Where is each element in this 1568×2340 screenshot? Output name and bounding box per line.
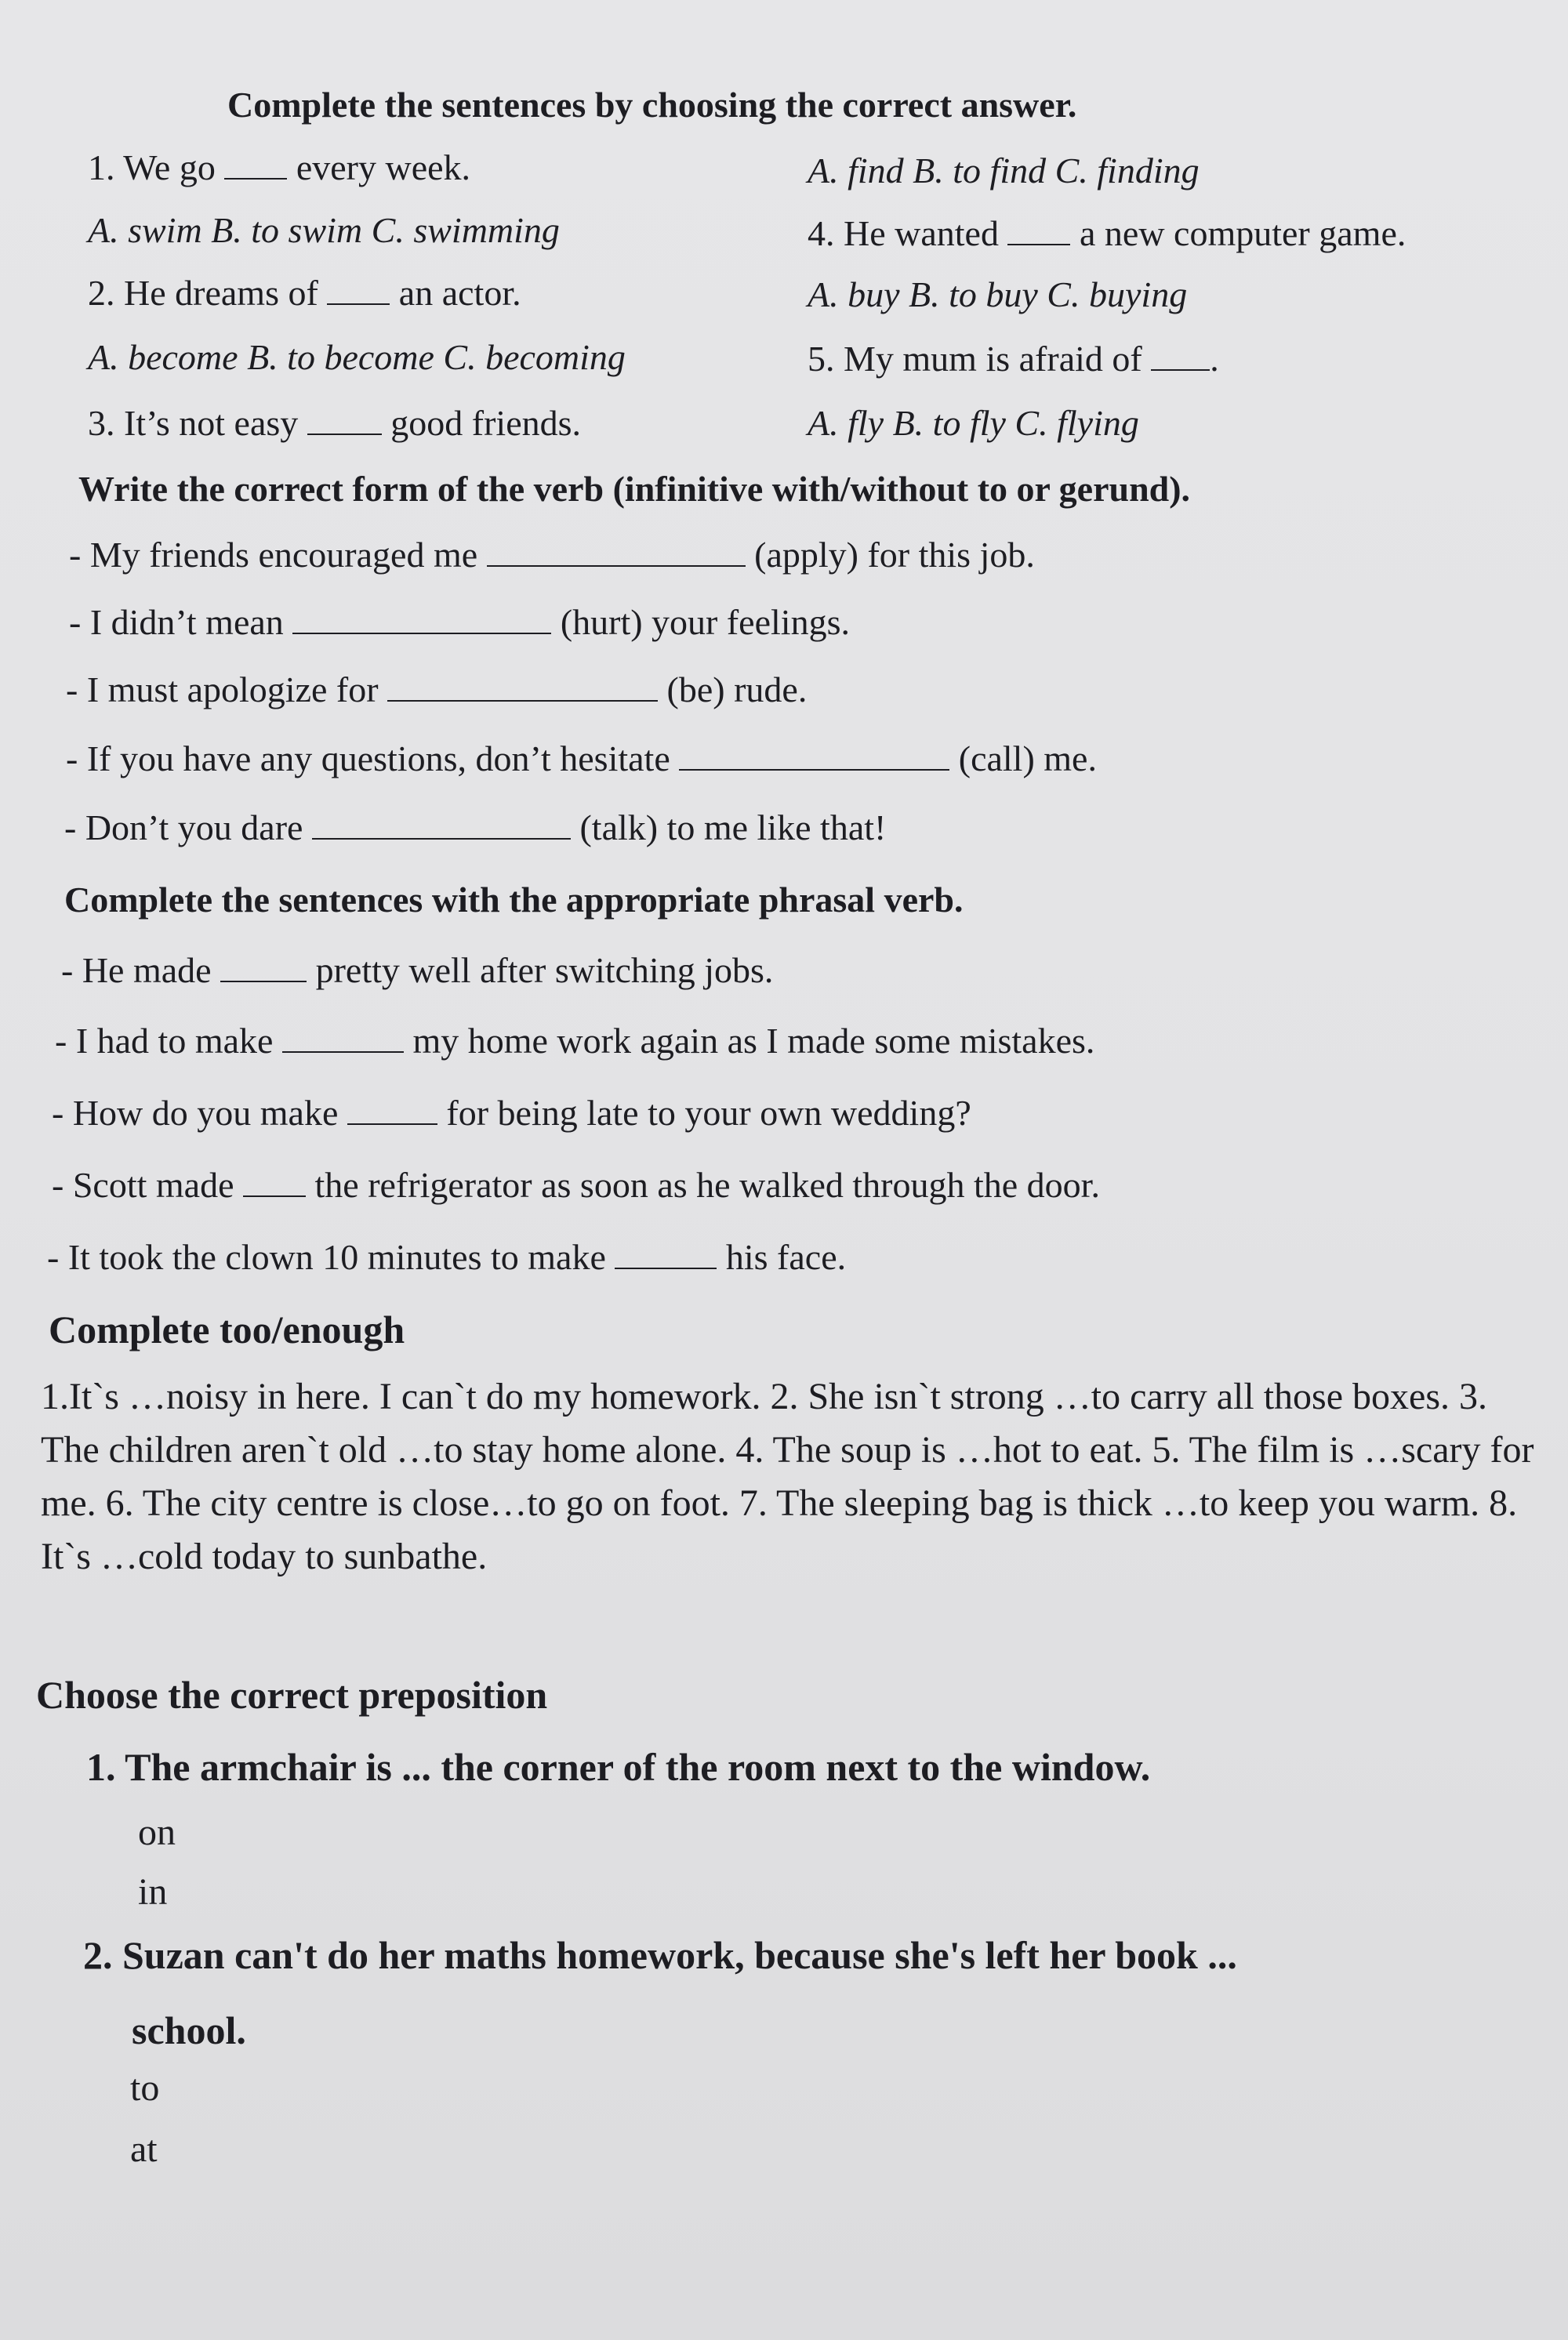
s2-blank-4[interactable] xyxy=(679,746,949,771)
s5-q2-option-to[interactable]: to xyxy=(130,2067,160,2109)
section1-title: Complete the sentences by choosing the correct answer. xyxy=(227,85,1077,125)
s2-item-5: - Don’t you dare (talk) to me like that! xyxy=(64,807,887,847)
q2-options: A. become B. to become C. becoming xyxy=(88,337,626,377)
q2-stem: 2. He dreams of an actor. xyxy=(88,273,521,313)
q1-stem: 1. We go every week. xyxy=(88,147,471,187)
s5-q2: 2. Suzan can't do her maths homework, because she's left her book ... xyxy=(83,1933,1237,1977)
s3-item-1: - He made pretty well after switching jobs. xyxy=(61,950,774,990)
s2-item-2: - I didn’t mean (hurt) your feelings. xyxy=(69,602,850,642)
section5-title: Choose the correct preposition xyxy=(36,1673,548,1717)
s2-item-1: - My friends encouraged me (apply) for this job. xyxy=(69,535,1035,575)
s2-blank-1[interactable] xyxy=(487,542,746,567)
s3-blank-2[interactable] xyxy=(282,1028,404,1053)
q4-blank[interactable] xyxy=(1007,220,1070,245)
s2-blank-3[interactable] xyxy=(387,677,658,702)
s5-q1-option-on[interactable]: on xyxy=(138,1812,176,1853)
s3-blank-1[interactable] xyxy=(220,957,307,982)
s5-q1: 1. The armchair is ... the corner of the room next to the window. xyxy=(86,1745,1151,1789)
q5-options: A. fly B. to fly C. flying xyxy=(808,403,1139,443)
section3-title: Complete the sentences with the appropriate phrasal verb. xyxy=(64,880,964,920)
s3-item-3: - How do you make for being late to your own wedding? xyxy=(52,1093,971,1133)
s5-q1-option-in[interactable]: in xyxy=(138,1871,168,1913)
q4-stem: 4. He wanted a new computer game. xyxy=(808,213,1406,253)
s2-item-3: - I must apologize for (be) rude. xyxy=(66,669,808,709)
s2-blank-2[interactable] xyxy=(292,609,551,634)
s3-blank-4[interactable] xyxy=(243,1172,306,1197)
q3-stem: 3. It’s not easy good friends. xyxy=(88,403,582,443)
s3-blank-3[interactable] xyxy=(347,1100,437,1125)
s5-q2-option-at[interactable]: at xyxy=(130,2128,158,2170)
section4-title: Complete too/enough xyxy=(49,1308,405,1351)
s3-blank-5[interactable] xyxy=(615,1244,717,1269)
q2-blank[interactable] xyxy=(327,280,390,305)
q3-blank[interactable] xyxy=(307,410,382,435)
q1-options: A. swim B. to swim C. swimming xyxy=(88,210,560,250)
s3-item-2: - I had to make my home work again as I made some mistakes. xyxy=(55,1021,1095,1061)
s2-item-4: - If you have any questions, don’t hesitate (call) me. xyxy=(66,738,1097,778)
s4-paragraph: 1.It`s …noisy in here. I can`t do my homework. 2. She isn`t strong …to carry all those boxes. 3. The children aren`t old …to stay home alone. 4. The soup is …hot to eat. 5. The film is …scary for me. 6. The city centre is close…to go on foot. 7. The sleeping bag is thick …to keep you warm. 8. It`s …cold today to sunbathe. xyxy=(41,1376,1534,1577)
s5-q2-cont: school. xyxy=(132,2008,246,2052)
q1-blank[interactable] xyxy=(224,154,287,180)
s3-item-5: - It took the clown 10 minutes to make his face. xyxy=(47,1237,847,1277)
q5-stem: 5. My mum is afraid of . xyxy=(808,339,1219,379)
s2-blank-5[interactable] xyxy=(312,814,571,840)
q4-options: A. buy B. to buy C. buying xyxy=(808,274,1188,314)
section2-title: Write the correct form of the verb (infinitive with/without to or gerund). xyxy=(78,469,1191,509)
q5-blank[interactable] xyxy=(1151,346,1210,371)
q3-options: A. find B. to find C. finding xyxy=(808,151,1200,190)
s3-item-4: - Scott made the refrigerator as soon as he walked through the door. xyxy=(52,1165,1100,1205)
